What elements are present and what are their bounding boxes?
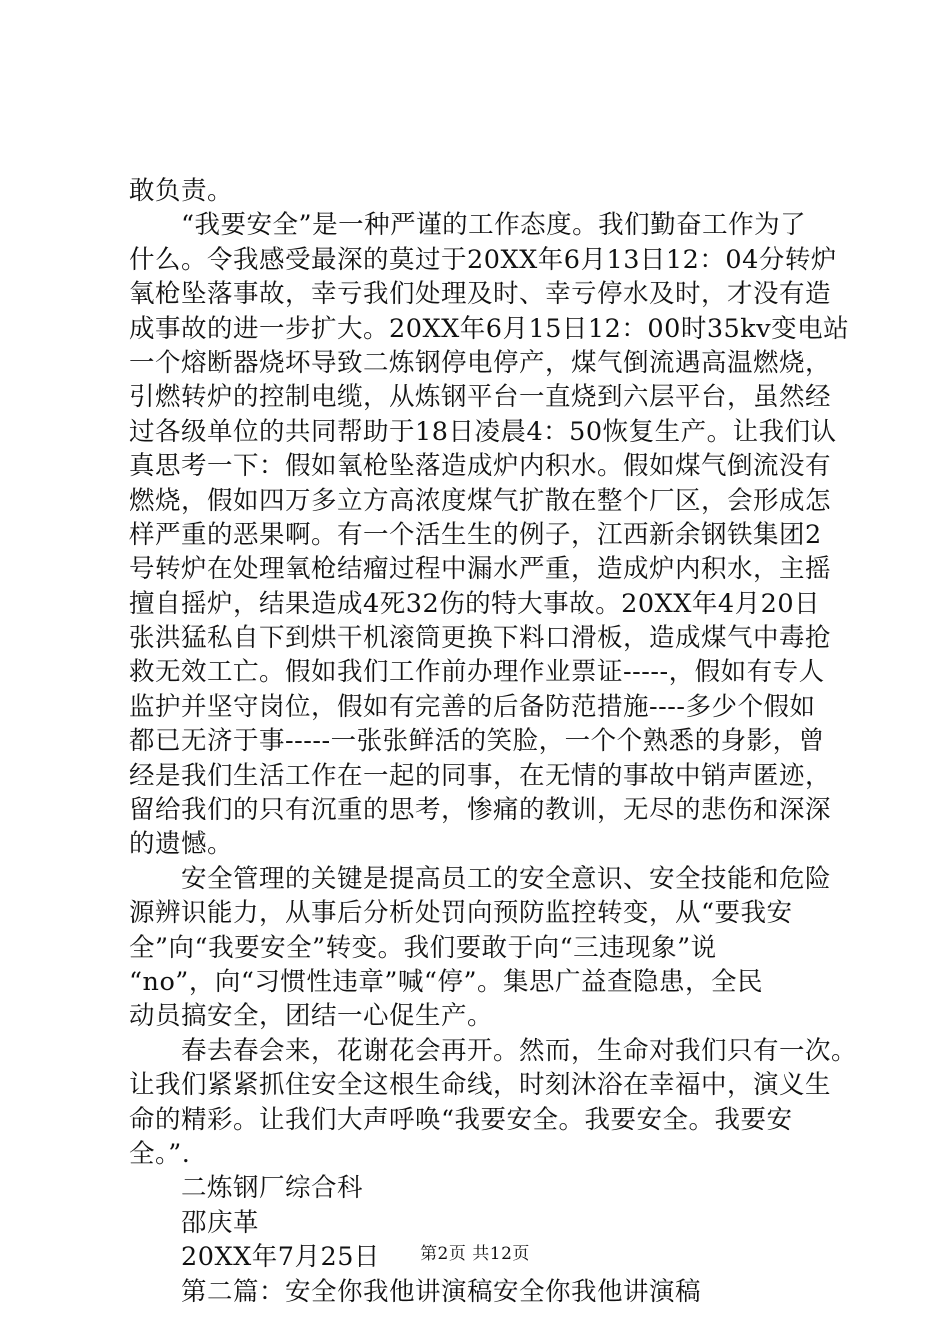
text-line: 氧枪坠落事故，幸亏我们处理及时、幸亏停水及时，才没有造 [129,279,832,310]
text-line: 号转炉在处理氧枪结瘤过程中漏水严重，造成炉内积水，主摇 [129,554,832,585]
text-line: 二炼钢厂综合科 [181,1173,364,1204]
text-line: 全。”. [129,1138,191,1169]
text-line: 的遗憾。 [129,829,234,860]
text-line: 什么。令我感受最深的莫过于20XX年6月13日12：04分转炉 [129,244,837,275]
text-line: 成事故的进一步扩大。20XX年6月15日12：00时35kv变电站 [129,313,850,344]
text-line: 监护并坚守岗位，假如有完善的后备防范措施----多少个假如 [129,691,816,722]
text-line: 擅自摇炉，结果造成4死32伤的特大事故。20XX年4月20日 [129,588,821,619]
text-line: 敢负责。 [129,176,234,206]
text-line: 过各级单位的共同帮助于18日凌晨4：50恢复生产。让我们认 [129,416,837,447]
text-line: 第二篇：安全你我他讲演稿安全你我他讲演稿 [181,1276,702,1307]
text-line: 留给我们的只有沉重的思考，惨痛的教训，无尽的悲伤和深深 [129,795,832,826]
text-line: 救无效工亡。假如我们工作前办理作业票证-----，假如有专人 [129,657,825,688]
text-line: 让我们紧紧抓住安全这根生命线，时刻沐浴在幸福中，演义生 [129,1070,832,1101]
text-line: 安全管理的关键是提高员工的安全意识、安全技能和危险 [181,863,832,894]
text-line: “我要安全”是一种严谨的工作态度。我们勤奋工作为了 [181,210,807,241]
text-line: 经是我们生活工作在一起的同事，在无情的事故中销声匿迹， [129,760,832,791]
text-line: 张洪猛私自下到烘干机滚筒更换下料口滑板，造成煤气中毒抢 [129,623,832,654]
text-line: 都已无济于事-----一张张鲜活的笑脸，一个个熟悉的身影，曾 [129,726,825,757]
document-body [129,174,858,1309]
text-line: 源辨识能力，从事后分析处罚向预防监控转变，从“要我安 [129,898,793,929]
page-footer: 第2页 共12页 [420,1244,530,1264]
text-line: 20XX年7月25日 [181,1242,380,1273]
text-line: 邵庆革 [181,1207,260,1238]
text-line: 动员搞安全，团结一心促生产。 [129,1001,494,1032]
text-line: 样严重的恶果啊。有一个活生生的例子，江西新余钢铁集团2 [129,519,822,550]
text-line: “no”，向“习惯性违章”喊“停”。集思广益查隐患，全民 [129,966,763,997]
text-line: 命的精彩。让我们大声呼唤“我要安全。我要安全。我要安 [129,1104,793,1135]
text-line: 真思考一下：假如氧枪坠落造成炉内积水。假如煤气倒流没有 [129,451,832,482]
text-line: 引燃转炉的控制电缆，从炼钢平台一直烧到六层平台，虽然经 [129,382,832,413]
text-line: 一个熔断器烧坏导致二炼钢停电停产，煤气倒流遇高温燃烧， [129,347,832,378]
text-line: 全”向“我要安全”转变。我们要敢于向“三违现象”说 [129,932,717,963]
text-line: 春去春会来，花谢花会再开。然而，生命对我们只有一次。 [181,1035,858,1066]
text-line: 燃烧，假如四万多立方高浓度煤气扩散在整个厂区，会形成怎 [129,485,832,516]
